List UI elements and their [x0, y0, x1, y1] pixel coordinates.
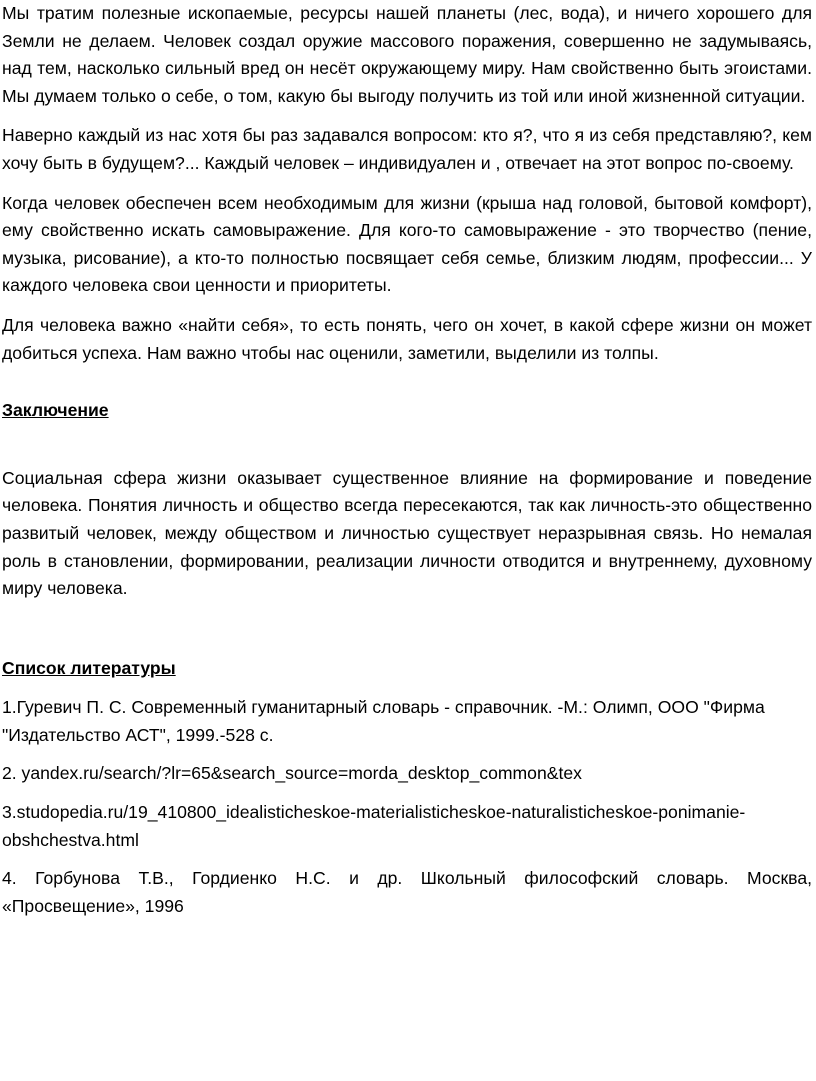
body-paragraph-1: Мы тратим полезные ископаемые, ресурсы нашей планеты (лес, вода), и ничего хорошего для Земли не делаем. Человек создал оружие массового поражения, совершенно не задумываясь, над тем, насколько сильный вред он несёт окружающему миру. Нам свойственно быть эгоистами. Мы думаем только о себе, о том, какую бы выгоду получить из той или иной жизненной ситуации.	[2, 3, 812, 106]
conclusion-paragraph: Социальная сфера жизни оказывает существенное влияние на формирование и поведение человека. Понятия личность и общество всегда пересекаются, так как личность-это общественно развитый человек, между обществом и личностью существует неразрывная связь. Но немалая роль в становлении, формировании, реализации личности отводится и внутреннему, духовному миру человека.	[2, 467, 812, 599]
reference-item-3: 3.studopedia.ru/19_410800_idealisticheskoe-materialisticheskoe-naturalisticheskoe-ponimanie-obshchestva.html	[2, 802, 746, 850]
reference-item-4: 4. Горбунова Т.В., Гордиенко Н.С. и др. Школьный философский словарь. Москва, «Просвещение», 1996	[2, 868, 812, 916]
reference-item-1: 1.Гуревич П. С. Современный гуманитарный словарь - справочник. -М.: Олимп, ООО "Фирма "Издательство АСТ", 1999.-528 с.	[2, 697, 765, 745]
body-paragraph-3: Когда человек обеспечен всем необходимым для жизни (крыша над головой, бытовой комфорт), ему свойственно искать самовыражение. Для кого-то самовыражение - это творчество (пение, музыка, рисование), а кто-то полностью посвящает себя семье, близким людям, профессии... У каждого человека свои ценности и приоритеты.	[2, 192, 812, 296]
references-heading: Список литературы	[2, 657, 176, 678]
body-paragraph-4: Для человека важно «найти себя», то есть понять, чего он хочет, в какой сфере жизни он может добиться успеха. Нам важно чтобы нас оценили, заметили, выделили из толпы.	[2, 314, 812, 363]
body-paragraph-2: Наверно каждый из нас хотя бы раз задавался вопросом: кто я?, что я из себя представляю?, кем хочу быть в будущем?... Каждый человек – индивидуален и , отвечает на этот вопрос по-своему.	[2, 125, 812, 173]
conclusion-heading: Заключение	[2, 400, 109, 421]
reference-item-2: 2. yandex.ru/search/?lr=65&search_source=morda_desktop_common&tex	[2, 763, 582, 784]
